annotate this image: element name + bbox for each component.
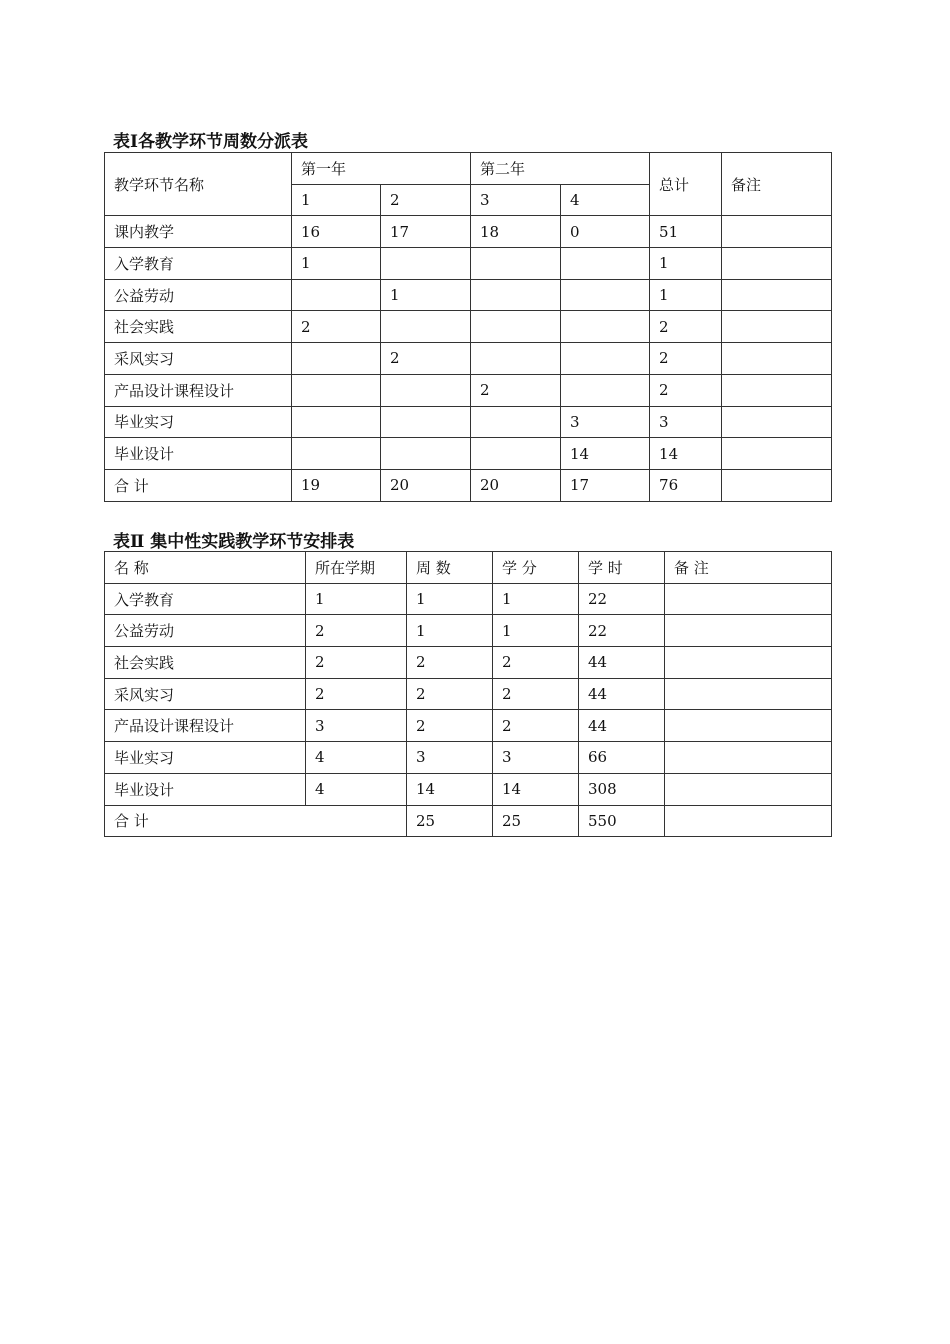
table-cell: 1 bbox=[407, 583, 493, 615]
table-cell bbox=[722, 406, 832, 438]
table-cell: 4 bbox=[306, 742, 407, 774]
table-cell: 毕业实习 bbox=[105, 742, 306, 774]
table-cell bbox=[471, 279, 561, 311]
table-cell bbox=[471, 248, 561, 280]
table-cell bbox=[292, 343, 381, 375]
table-header-row bbox=[105, 552, 832, 584]
table-cell: 22 bbox=[579, 583, 665, 615]
header-cell-term: 3 bbox=[471, 184, 561, 216]
table-cell: 1 bbox=[381, 279, 471, 311]
table-cell bbox=[722, 343, 832, 375]
table-cell: 2 bbox=[306, 615, 407, 647]
table-cell: 毕业设计 bbox=[105, 438, 292, 470]
table-cell: 66 bbox=[579, 742, 665, 774]
table-cell: 1 bbox=[306, 583, 407, 615]
practice-arrangement-table bbox=[104, 551, 832, 837]
table-cell: 1 bbox=[493, 583, 579, 615]
table-cell: 44 bbox=[579, 710, 665, 742]
table-row bbox=[105, 406, 832, 438]
table-cell: 2 bbox=[381, 343, 471, 375]
table-cell: 3 bbox=[650, 406, 722, 438]
header-cell: 所在学期 bbox=[306, 552, 407, 584]
table-cell bbox=[561, 248, 650, 280]
table-row bbox=[105, 343, 832, 375]
table-cell: 2 bbox=[650, 311, 722, 343]
table-cell bbox=[665, 647, 832, 679]
table-cell bbox=[665, 583, 832, 615]
header-cell: 名 称 bbox=[105, 552, 306, 584]
table-row bbox=[105, 438, 832, 470]
header-cell: 学 时 bbox=[579, 552, 665, 584]
table-row bbox=[105, 742, 832, 774]
table-row bbox=[105, 647, 832, 679]
header-cell-term: 4 bbox=[561, 184, 650, 216]
table-cell: 公益劳动 bbox=[105, 615, 306, 647]
table-cell: 76 bbox=[650, 469, 722, 501]
table-row bbox=[105, 678, 832, 710]
table-cell: 产品设计课程设计 bbox=[105, 374, 292, 406]
table-cell: 14 bbox=[493, 773, 579, 805]
table-cell: 22 bbox=[579, 615, 665, 647]
table-cell bbox=[381, 438, 471, 470]
table-row bbox=[105, 469, 832, 501]
table-cell: 0 bbox=[561, 216, 650, 248]
table-cell bbox=[381, 311, 471, 343]
table-cell: 2 bbox=[493, 710, 579, 742]
table-row bbox=[105, 279, 832, 311]
table-cell bbox=[665, 678, 832, 710]
table-cell bbox=[561, 279, 650, 311]
table-cell: 44 bbox=[579, 647, 665, 679]
table-cell bbox=[471, 438, 561, 470]
table-cell bbox=[292, 438, 381, 470]
total-weeks-cell: 25 bbox=[407, 805, 493, 837]
table-total-row bbox=[105, 805, 832, 837]
table-cell: 3 bbox=[493, 742, 579, 774]
table-cell: 51 bbox=[650, 216, 722, 248]
header-cell-total: 总计 bbox=[650, 153, 722, 216]
table-cell bbox=[292, 406, 381, 438]
table-cell bbox=[471, 311, 561, 343]
table-cell: 14 bbox=[650, 438, 722, 470]
header-cell: 备 注 bbox=[665, 552, 832, 584]
table-cell bbox=[722, 216, 832, 248]
table-cell bbox=[665, 615, 832, 647]
table-cell: 课内教学 bbox=[105, 216, 292, 248]
table-cell: 2 bbox=[650, 343, 722, 375]
table-cell: 采风实习 bbox=[105, 678, 306, 710]
table-cell: 20 bbox=[471, 469, 561, 501]
header-cell: 学 分 bbox=[493, 552, 579, 584]
table-cell bbox=[561, 311, 650, 343]
total-hours-cell: 550 bbox=[579, 805, 665, 837]
table-cell bbox=[665, 710, 832, 742]
total-credits-cell: 25 bbox=[493, 805, 579, 837]
table-cell bbox=[665, 742, 832, 774]
table-cell bbox=[471, 406, 561, 438]
table-cell bbox=[292, 279, 381, 311]
header-cell-name: 教学环节名称 bbox=[105, 153, 292, 216]
table-cell: 1 bbox=[650, 248, 722, 280]
table-cell: 2 bbox=[493, 678, 579, 710]
table-cell: 2 bbox=[292, 311, 381, 343]
header-cell-term: 1 bbox=[292, 184, 381, 216]
table-cell: 社会实践 bbox=[105, 311, 292, 343]
table-header-row bbox=[105, 153, 832, 185]
table-row bbox=[105, 710, 832, 742]
table-cell: 1 bbox=[493, 615, 579, 647]
table-cell: 1 bbox=[292, 248, 381, 280]
table-cell bbox=[292, 374, 381, 406]
table-cell: 14 bbox=[407, 773, 493, 805]
total-label-cell: 合 计 bbox=[105, 805, 407, 837]
table-cell bbox=[561, 343, 650, 375]
table-row bbox=[105, 216, 832, 248]
table1-body bbox=[105, 216, 832, 501]
table-cell bbox=[665, 773, 832, 805]
table-cell bbox=[722, 469, 832, 501]
table-cell bbox=[722, 374, 832, 406]
table-cell: 毕业设计 bbox=[105, 773, 306, 805]
table-row bbox=[105, 615, 832, 647]
table2-title: 表Ⅱ 集中性实践教学环节安排表 bbox=[113, 532, 355, 552]
header-cell-year1: 第一年 bbox=[292, 153, 471, 185]
table-row bbox=[105, 583, 832, 615]
table-cell: 19 bbox=[292, 469, 381, 501]
table-cell: 308 bbox=[579, 773, 665, 805]
header-cell-remark: 备注 bbox=[722, 153, 832, 216]
table-cell bbox=[381, 406, 471, 438]
table-cell: 1 bbox=[407, 615, 493, 647]
table1-title: 表Ⅰ各教学环节周数分派表 bbox=[113, 132, 308, 152]
header-cell-term: 2 bbox=[381, 184, 471, 216]
table-cell: 2 bbox=[493, 647, 579, 679]
table-cell: 入学教育 bbox=[105, 583, 306, 615]
table-cell: 公益劳动 bbox=[105, 279, 292, 311]
table-cell: 合 计 bbox=[105, 469, 292, 501]
table-cell bbox=[471, 343, 561, 375]
header-cell: 周 数 bbox=[407, 552, 493, 584]
table-cell: 44 bbox=[579, 678, 665, 710]
table-cell bbox=[722, 438, 832, 470]
table-row bbox=[105, 374, 832, 406]
table-cell bbox=[722, 311, 832, 343]
table-cell: 4 bbox=[306, 773, 407, 805]
total-remark-cell bbox=[665, 805, 832, 837]
table2-body bbox=[105, 583, 832, 805]
table-cell bbox=[561, 374, 650, 406]
table-cell: 3 bbox=[306, 710, 407, 742]
week-allocation-table bbox=[104, 152, 832, 502]
table-cell: 2 bbox=[306, 678, 407, 710]
table-cell: 14 bbox=[561, 438, 650, 470]
table-cell: 2 bbox=[407, 710, 493, 742]
table-cell bbox=[722, 248, 832, 280]
table-cell bbox=[381, 248, 471, 280]
table-cell: 产品设计课程设计 bbox=[105, 710, 306, 742]
table-row bbox=[105, 248, 832, 280]
table-cell: 采风实习 bbox=[105, 343, 292, 375]
table-cell: 20 bbox=[381, 469, 471, 501]
table-cell: 3 bbox=[407, 742, 493, 774]
table-cell: 17 bbox=[381, 216, 471, 248]
table-cell bbox=[381, 374, 471, 406]
table-cell: 3 bbox=[561, 406, 650, 438]
header-cell-year2: 第二年 bbox=[471, 153, 650, 185]
table-cell: 入学教育 bbox=[105, 248, 292, 280]
table-cell: 16 bbox=[292, 216, 381, 248]
table-cell: 18 bbox=[471, 216, 561, 248]
table-cell: 2 bbox=[306, 647, 407, 679]
table-cell: 毕业实习 bbox=[105, 406, 292, 438]
table-cell: 1 bbox=[650, 279, 722, 311]
table-cell: 2 bbox=[650, 374, 722, 406]
table-row bbox=[105, 773, 832, 805]
table-cell: 17 bbox=[561, 469, 650, 501]
table-row bbox=[105, 311, 832, 343]
table-cell: 2 bbox=[471, 374, 561, 406]
table-cell: 2 bbox=[407, 647, 493, 679]
table-cell bbox=[722, 279, 832, 311]
table-cell: 社会实践 bbox=[105, 647, 306, 679]
table-cell: 2 bbox=[407, 678, 493, 710]
